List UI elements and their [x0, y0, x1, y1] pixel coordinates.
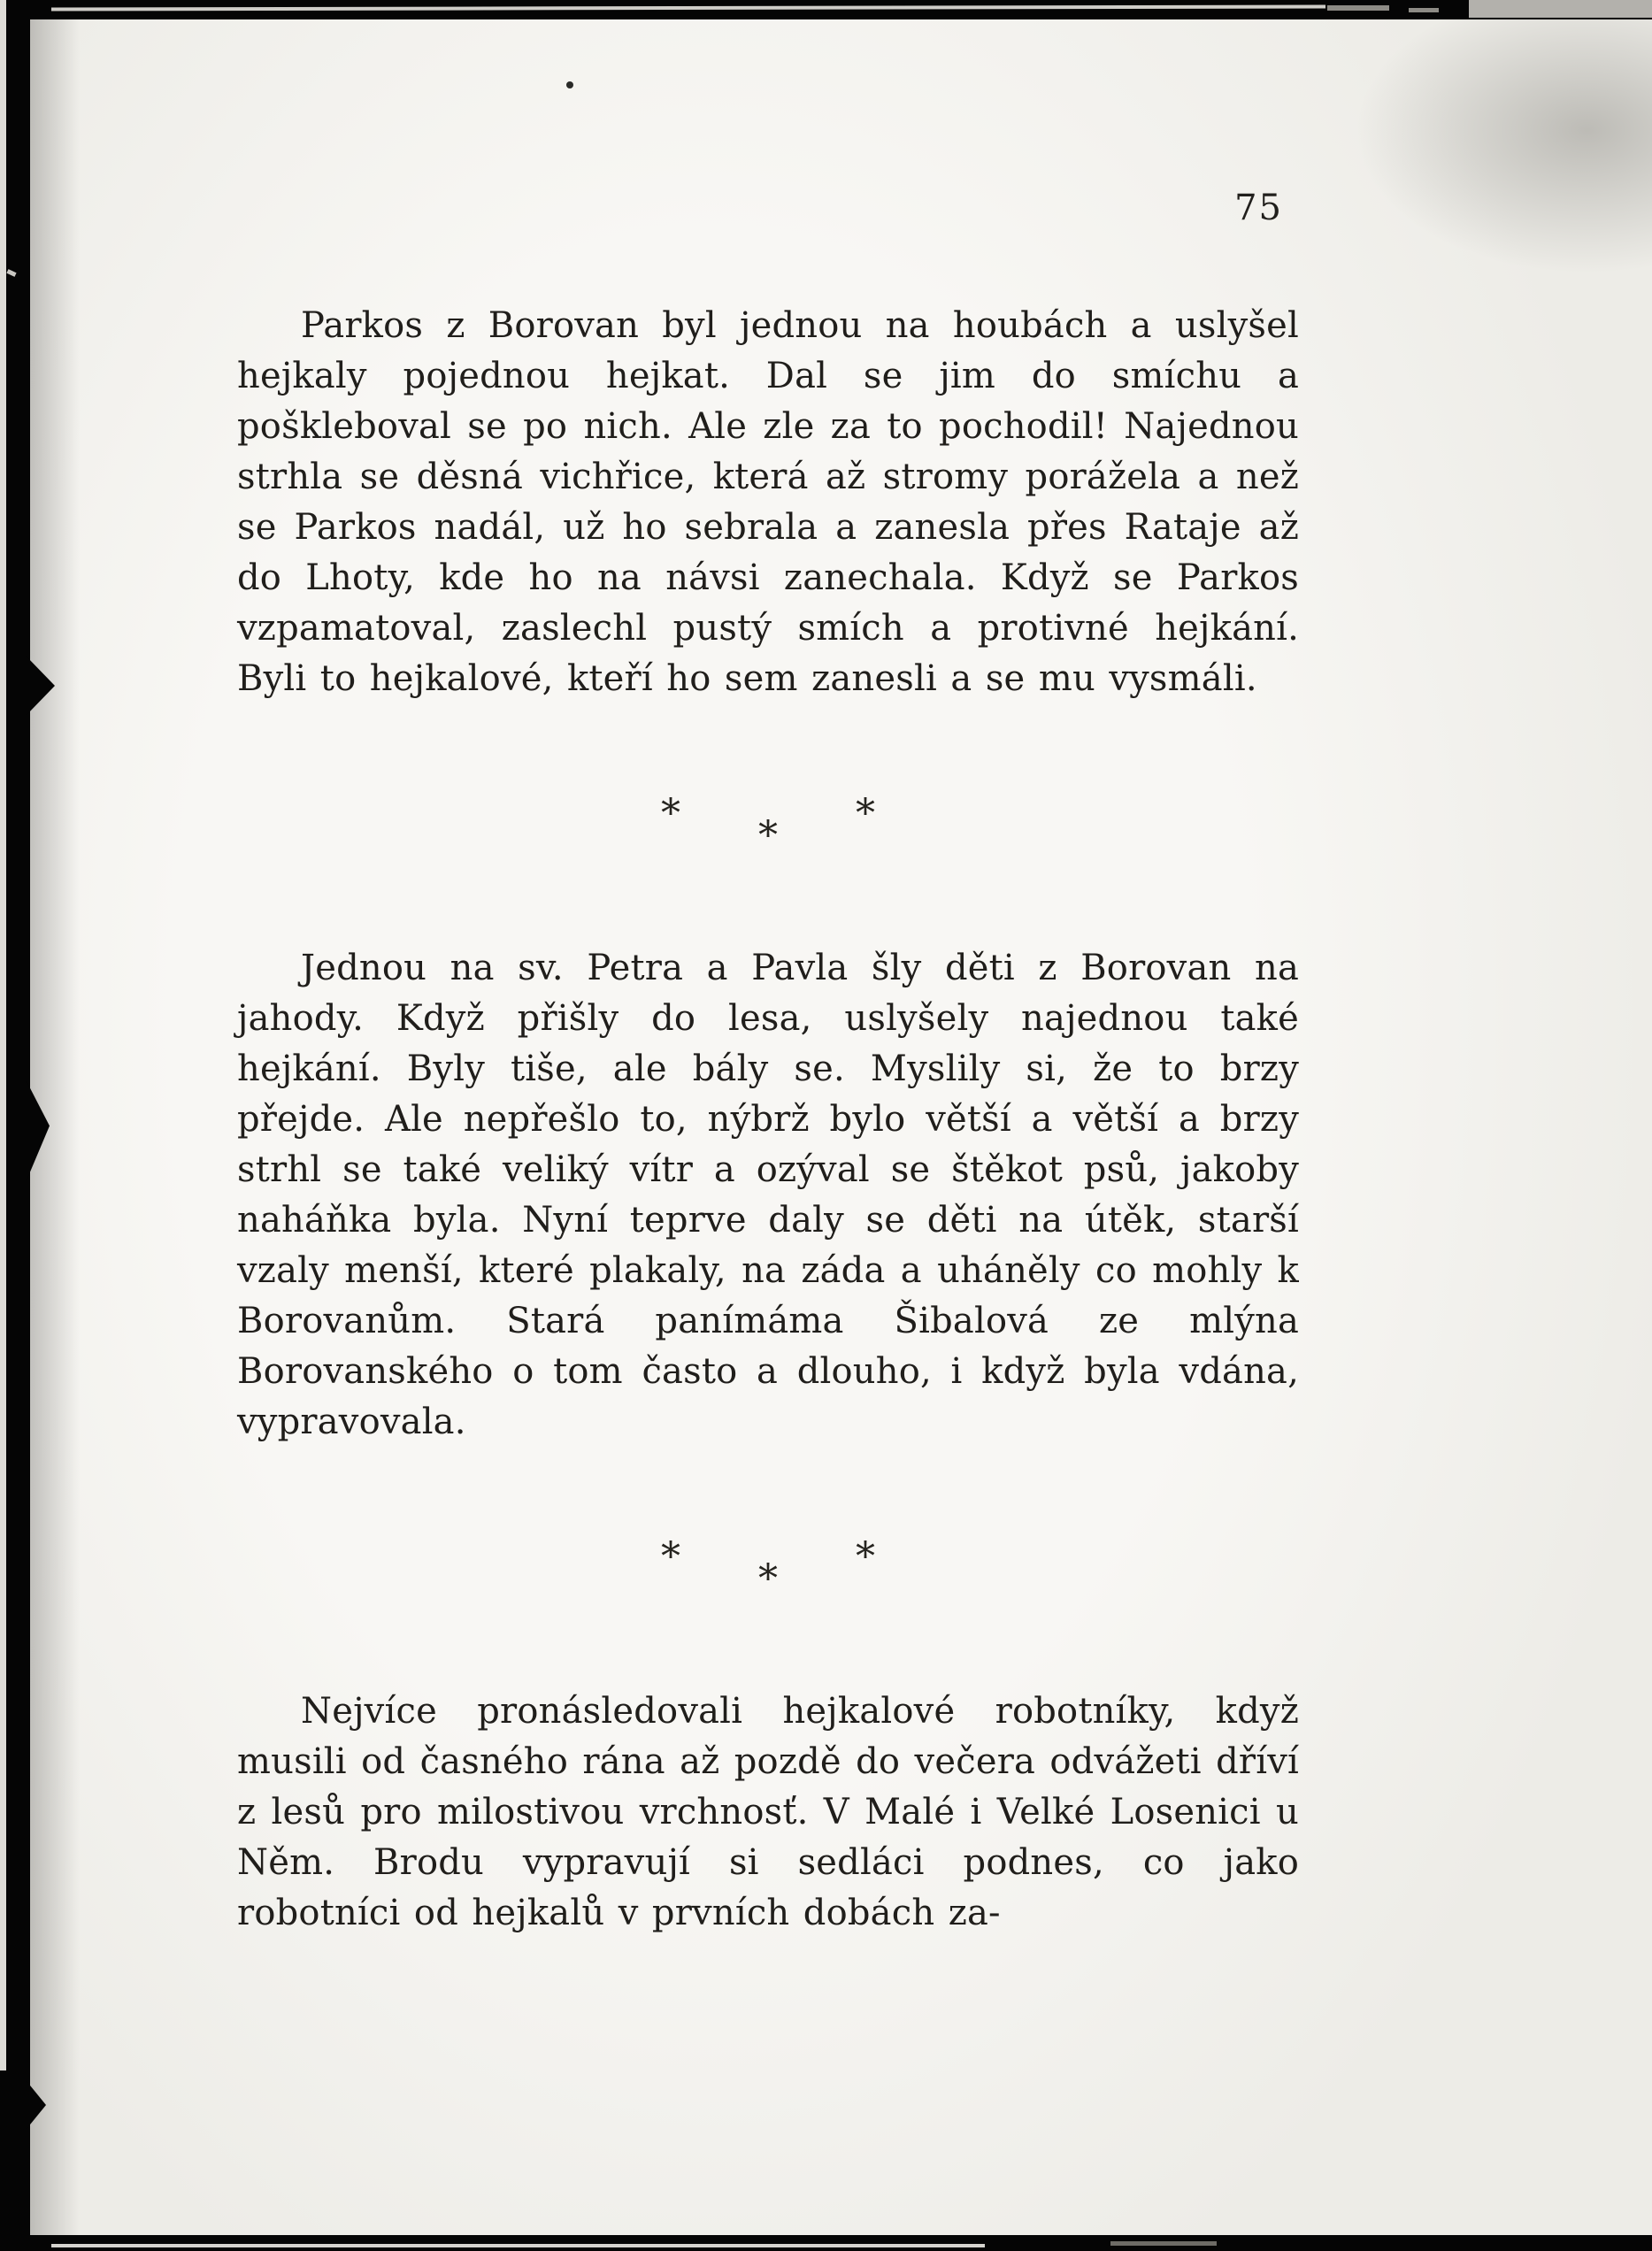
scan-bottom-line — [51, 2244, 985, 2247]
story-paragraph-3: Nejvíce pronásledovali hejkalové robotníky, když musili od časného rána až pozdě do večera odvážeti dříví z lesů pro milostivou vrchnosť. V Malé i Velké Losenici u Něm. Brodu vypravují si sedláci podnes, co jako robotníci od hejkalů v prvních dobách za- — [237, 1691, 1299, 1933]
asterisk-icon: * — [856, 1534, 875, 1579]
story-paragraph-1: Parkos z Borovan byl jednou na houbách a uslyšel hejkaly pojednou hejkat. Dal se jim do smíchu a poškleboval se po nich. Ale zle za to pochodil! Najednou strhla se děsná vichřice, která až stromy porážela a než se Parkos nadál, už ho sebrala a zanesla přes Rataje až do Lhoty, kde ho na návsi zanechala. Když se Parkos vzpamatoval, zaslechl pustý smích a protivné hejkání. Byli to hejkalové, kteří ho sem zanesli a se mu vysmáli. — [237, 305, 1299, 699]
scan-dash — [1110, 2241, 1217, 2246]
scan-border-bottom — [0, 2235, 1652, 2251]
text-block — [237, 301, 1299, 1939]
scan-corner-top-right — [1469, 0, 1652, 18]
asterisk-icon: * — [758, 1556, 778, 1602]
asterisk-separator-2 — [237, 1534, 1299, 1602]
scan-edge-sliver — [0, 0, 6, 2070]
ink-speck — [566, 81, 573, 88]
scan-dash — [1409, 8, 1439, 12]
book-page — [30, 19, 1652, 2235]
asterisk-icon: * — [856, 791, 875, 836]
scan-dash — [1327, 5, 1389, 11]
asterisk-icon: * — [661, 791, 680, 836]
asterisk-icon: * — [758, 813, 778, 858]
story-paragraph-2: Jednou na sv. Petra a Pavla šly děti z Borovan na jahody. Když přišly do lesa, uslyšely najednou také hejkání. Byly tiše, ale bály se. Myslily si, že to brzy přejde. Ale nepřešlo to, nýbrž bylo větší a větší a brzy strhl se také veliký vítr a ozýval se štěkot psů, jakoby naháňka byla. Nyní teprve daly se děti na útěk, starší vzaly menší, které plakaly, na záda a uháněly co mohly k Borovanům. Stará panímáma Šibalová ze mlýna Borovanského o tom často a dlouho, i když byla vdána, vypravovala. — [237, 948, 1299, 1442]
asterisk-icon: * — [661, 1534, 680, 1579]
asterisk-separator-1 — [237, 791, 1299, 858]
page-number: 75 — [1234, 188, 1283, 228]
